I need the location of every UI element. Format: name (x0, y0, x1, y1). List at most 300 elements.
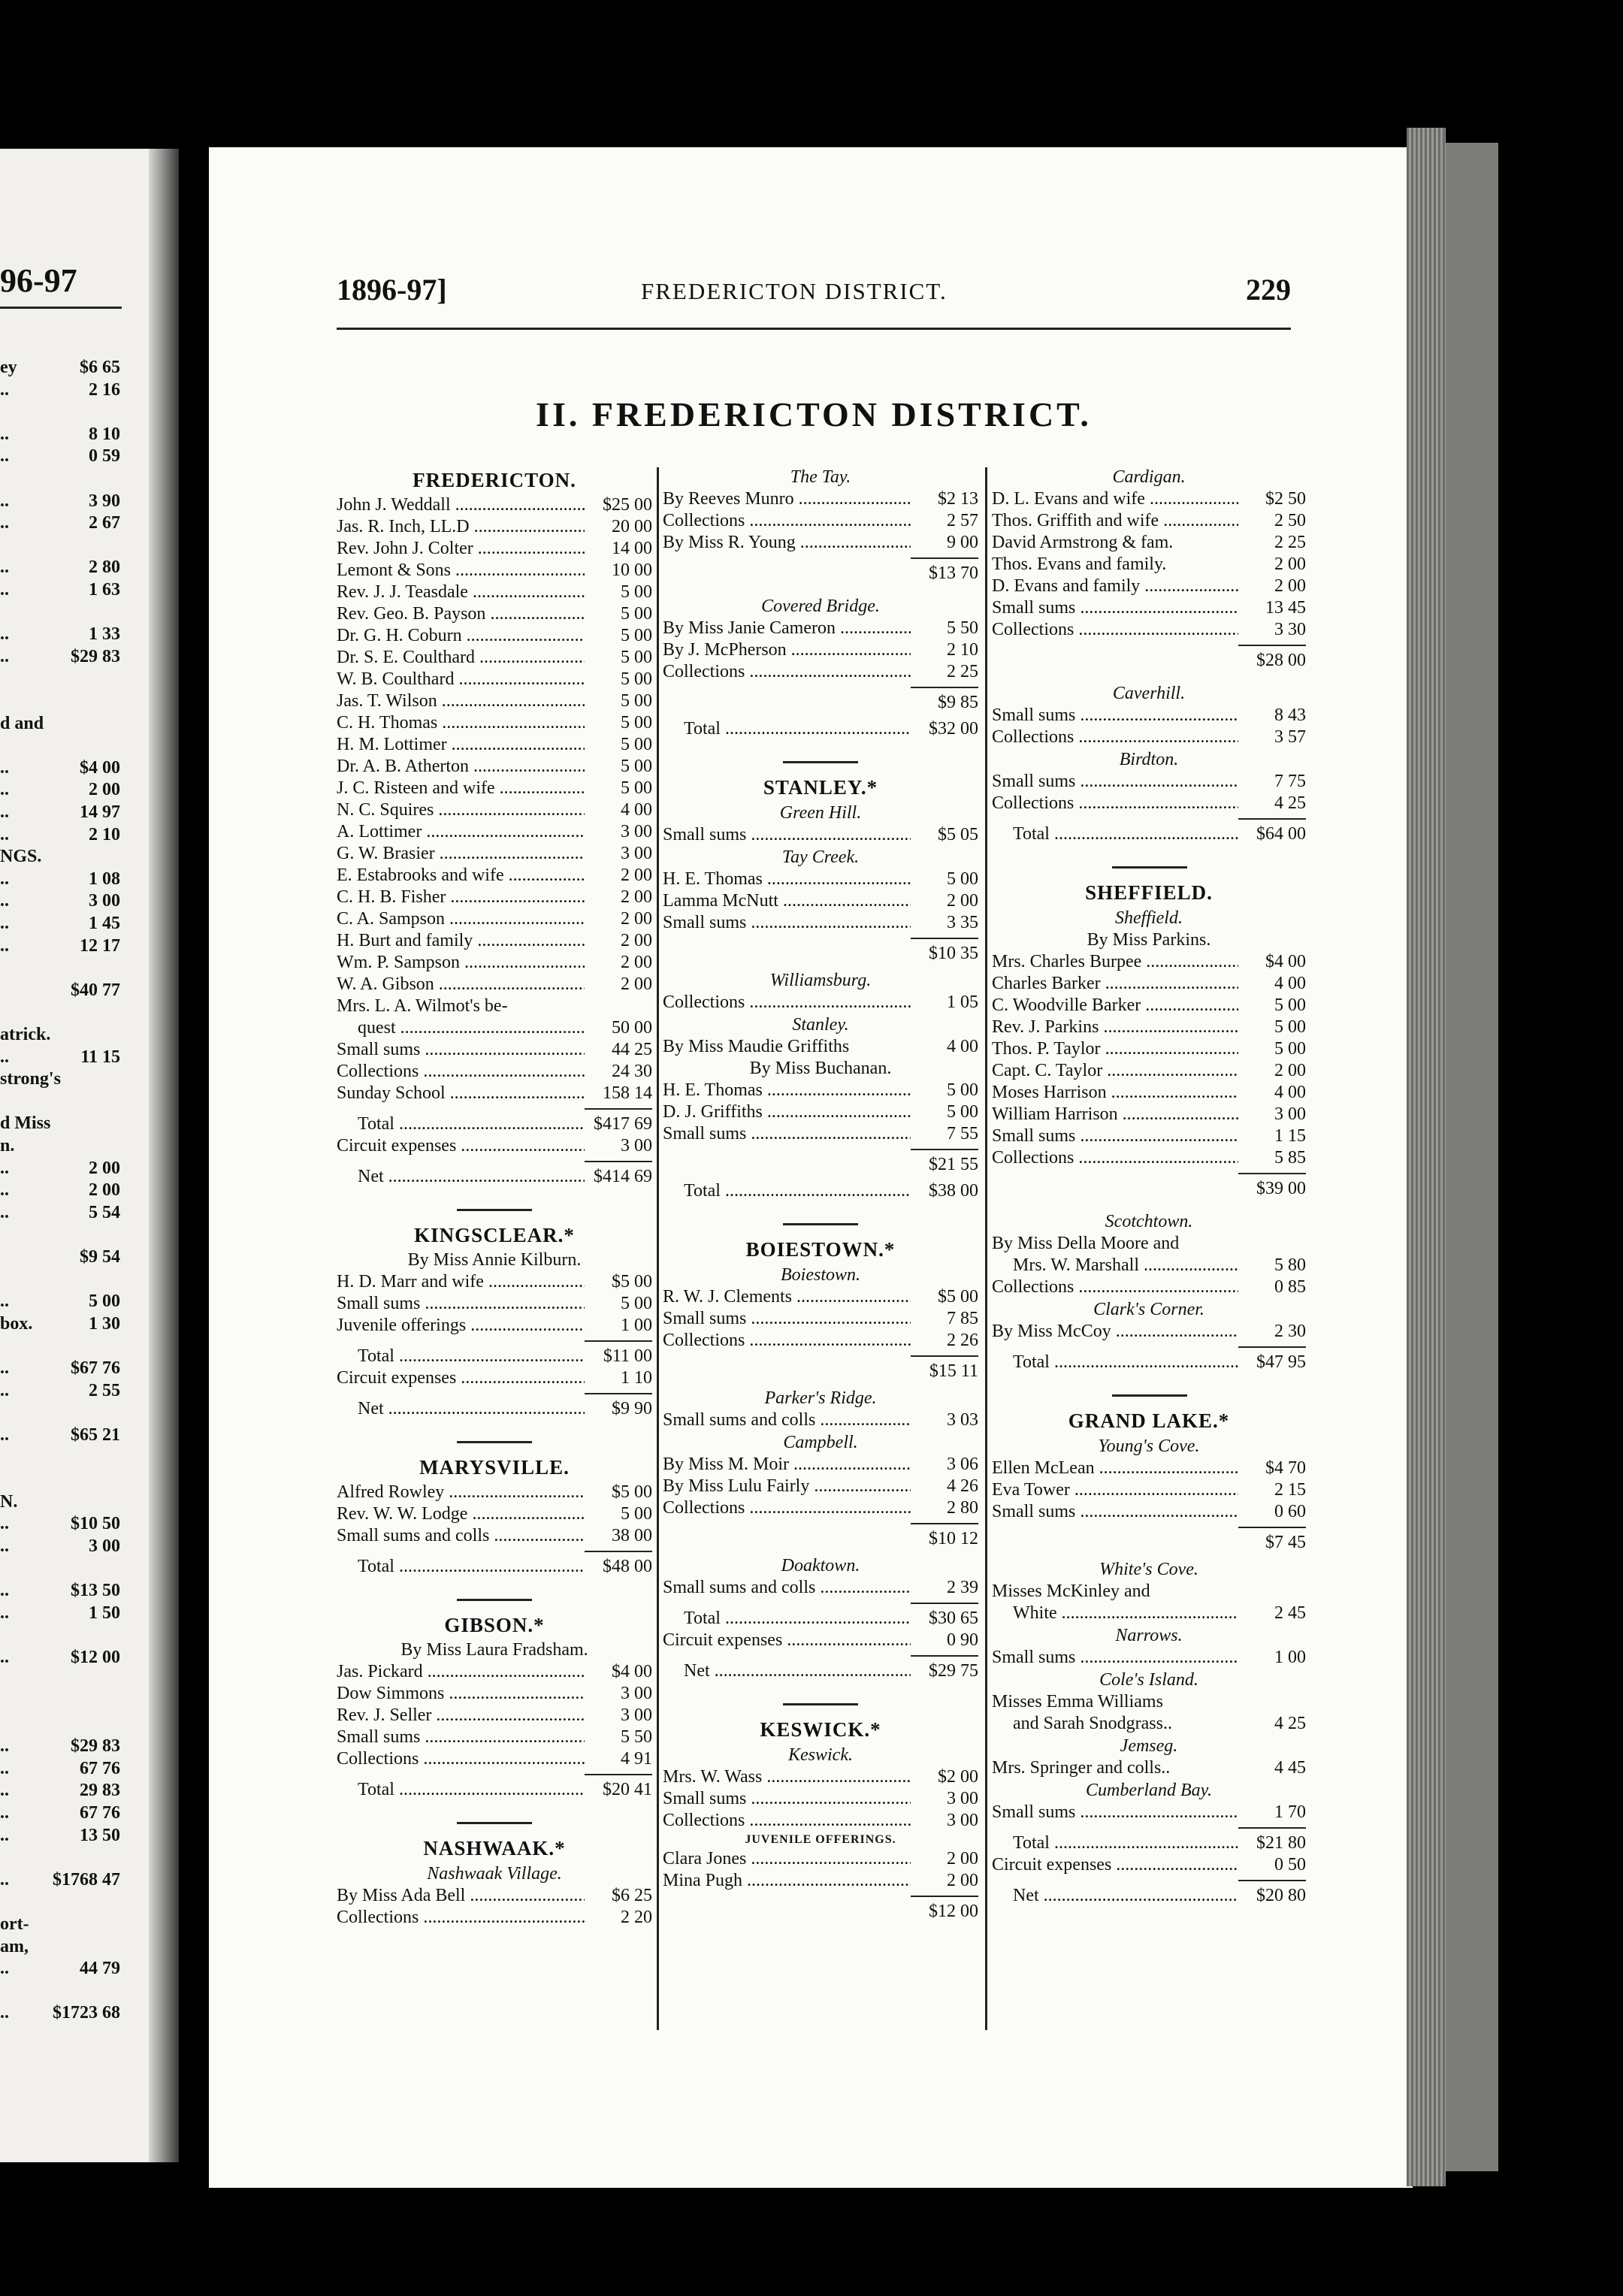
entry-amount (911, 943, 978, 965)
facing-page-line-amount: 1 45 (89, 914, 120, 933)
entry-amount (1238, 619, 1306, 641)
ledger-entry (992, 1082, 1306, 1104)
facing-page-line (0, 1025, 120, 1045)
facing-page-line (0, 380, 120, 400)
ledger-entry (663, 869, 978, 890)
ledger-entry (337, 1556, 652, 1578)
facing-page-line-text: .. (0, 580, 9, 600)
entry-amount (1238, 1276, 1306, 1298)
ledger-entry (337, 778, 652, 799)
entry-amount-value: 1 70 (1272, 1802, 1306, 1822)
locality-heading: White's Cove. (1099, 1560, 1198, 1579)
entry-amount-value: $5 05 (935, 825, 978, 844)
facing-page-line (0, 1759, 120, 1779)
facing-page-line-amount: 11 15 (80, 1047, 120, 1067)
ledger-entry (337, 1398, 652, 1420)
page-number: 229 (1246, 273, 1291, 307)
facing-page-line (0, 1914, 120, 1935)
entry-amount (585, 1083, 652, 1104)
entry-amount (1238, 1832, 1306, 1854)
circuit-heading: SHEFFIELD. (1085, 881, 1213, 904)
ledger-entry (992, 1647, 1306, 1669)
spacer (992, 1373, 1306, 1384)
entry-amount-value: $2 50 (1263, 489, 1306, 509)
entry-amount-value: 5 85 (1272, 1148, 1306, 1168)
entry-amount-value: 2 00 (618, 953, 652, 972)
entry-name: Sunday School ..... (337, 1083, 585, 1104)
ledger-entry (337, 821, 652, 843)
entry-amount (911, 1123, 978, 1145)
entry-name: By Miss McCoy ..... (992, 1321, 1238, 1343)
entry-amount (911, 563, 978, 585)
facing-page-line (0, 446, 120, 467)
facing-page-line (0, 1736, 120, 1757)
sum-rule (663, 1651, 978, 1660)
entry-amount (911, 1810, 978, 1832)
ledger-entry (663, 1528, 978, 1550)
entry-amount-value: 5 00 (944, 869, 978, 889)
sum-rule (663, 1352, 978, 1361)
entry-amount (911, 1036, 978, 1058)
entry-amount-value: 5 00 (618, 691, 652, 711)
entry-amount (1238, 951, 1306, 973)
entry-amount-value: $9 85 (935, 693, 978, 712)
entry-amount (585, 1525, 652, 1547)
locality-heading: Caverhill. (1112, 684, 1186, 703)
entry-name: Lemont & Sons ..... (337, 560, 585, 582)
locality-heading: Narrows. (1115, 1626, 1183, 1645)
spacer (337, 1578, 652, 1588)
facing-page-line-text: N. (0, 1491, 18, 1512)
ledger-entry (992, 951, 1306, 973)
entry-name: Small sums ..... (992, 1125, 1238, 1147)
entry-amount (585, 1482, 652, 1503)
facing-page-line (0, 1047, 120, 1068)
circuit-heading: FREDERICTON. (413, 469, 576, 491)
facing-page-line-amount: 2 16 (89, 379, 120, 400)
entry-amount (585, 712, 652, 734)
entry-amount-value: 5 00 (618, 1294, 652, 1313)
entry-amount-value: 5 00 (618, 778, 652, 798)
facing-page-line (0, 780, 120, 800)
entry-amount-value: $417 69 (591, 1114, 652, 1134)
entry-name: By J. McPherson ..... (663, 639, 911, 661)
facing-page-line (0, 847, 120, 867)
facing-page-line (0, 1536, 120, 1557)
entry-amount-value: $5 00 (935, 1287, 978, 1307)
ledger-entry (337, 1039, 652, 1061)
entry-name: H. M. Lottimer ..... (337, 734, 585, 756)
entry-amount-value: 3 00 (618, 1684, 652, 1703)
entry-name: Small sums ..... (663, 824, 911, 846)
entry-amount (911, 1409, 978, 1431)
ledger-entry (992, 1713, 1306, 1735)
entry-amount (585, 1135, 652, 1157)
entry-amount (1238, 973, 1306, 995)
entry-name: Total ..... (663, 1608, 911, 1630)
ledger-entry (663, 1608, 978, 1630)
facing-page-line-amount: $29 83 (71, 1736, 120, 1757)
entry-name: Small sums ..... (992, 705, 1238, 727)
entry-amount-value: $13 70 (926, 563, 978, 583)
entry-amount-value: 9 00 (944, 533, 978, 552)
facing-page-line-text: .. (0, 1825, 9, 1845)
entry-name: Clara Jones ..... (663, 1848, 911, 1870)
entry-amount-value: 5 50 (944, 618, 978, 638)
entry-amount-value: 3 00 (944, 1789, 978, 1808)
entry-name: By Miss Janie Cameron ..... (663, 618, 911, 639)
facing-page-line (0, 1381, 120, 1401)
ledger-entry (992, 793, 1306, 814)
entry-name: By Miss Ada Bell ..... (337, 1885, 585, 1907)
entry-name: By Miss Lulu Fairly ..... (663, 1476, 911, 1497)
entry-name: Small sums ..... (337, 1293, 585, 1315)
spacer (663, 740, 978, 751)
spacer (663, 1682, 978, 1693)
sum-rule (663, 1145, 978, 1154)
facing-page-line (0, 491, 120, 512)
entry-name: Circuit expenses ..... (663, 1630, 911, 1651)
entry-amount (585, 1779, 652, 1801)
ledger-entry (337, 1135, 652, 1157)
entry-amount (585, 1398, 652, 1420)
ledger-entry (337, 887, 652, 908)
ledger-entry (337, 647, 652, 669)
ledger-entry (992, 1060, 1306, 1082)
entry-amount (1238, 727, 1306, 748)
facing-page-line (0, 802, 120, 823)
ledger-entry (337, 538, 652, 560)
ledger-entry (992, 1147, 1306, 1169)
entry-amount (911, 824, 978, 846)
entry-amount (911, 1361, 978, 1382)
entry-amount-value (1304, 1692, 1306, 1711)
locality-heading: Green Hill. (779, 803, 862, 823)
entry-amount (585, 1556, 652, 1578)
entry-name: Collections ..... (663, 1810, 911, 1832)
entry-amount-value: 4 25 (1272, 793, 1306, 813)
entry-amount (585, 1748, 652, 1770)
entry-amount-value: 2 26 (944, 1331, 978, 1350)
entry-amount-value: 2 80 (944, 1498, 978, 1518)
facing-page-line (0, 714, 120, 734)
entry-amount (585, 538, 652, 560)
ledger-entry (337, 1885, 652, 1907)
entry-amount (585, 560, 652, 582)
entry-amount-value: 8 43 (1272, 705, 1306, 725)
facing-page-line-amount: 5 54 (89, 1202, 120, 1222)
entry-amount (1238, 1352, 1306, 1373)
facing-page-line-amount: 2 00 (89, 1180, 120, 1201)
entry-name: Wm. P. Sampson ..... (337, 952, 585, 974)
entry-amount-value: 1 05 (944, 992, 978, 1012)
ledger-entry (992, 488, 1306, 510)
ledger-entry (663, 1154, 978, 1176)
ledger-entry (337, 952, 652, 974)
ledger-entry (337, 669, 652, 690)
entry-amount-value: 5 00 (1272, 995, 1306, 1015)
entry-amount-value: 5 00 (944, 1080, 978, 1100)
entry-name: quest ..... (337, 1017, 585, 1039)
ledger-entry (663, 563, 978, 585)
entry-amount-value: $21 80 (1254, 1833, 1306, 1853)
locality-heading: Young's Cove. (1098, 1437, 1200, 1456)
entry-name: W. A. Gibson ..... (337, 974, 585, 995)
ledger-entry (337, 1727, 652, 1748)
ledger-entry (663, 510, 978, 532)
entry-name: Small sums ..... (337, 1727, 585, 1748)
entry-name: Net ..... (663, 1660, 911, 1682)
ledger-entry (992, 1885, 1306, 1907)
entry-amount-value: 10 00 (609, 560, 652, 580)
locality-heading: Cole's Island. (1099, 1670, 1198, 1690)
locality-heading: Campbell. (783, 1433, 858, 1452)
ledger-entry (337, 843, 652, 865)
ledger-entry (992, 1017, 1306, 1038)
ledger-entry (337, 603, 652, 625)
facing-page-line (0, 1581, 120, 1601)
entry-amount (585, 1683, 652, 1705)
entry-amount-value: 5 00 (618, 757, 652, 776)
entry-name: C. H. Thomas ..... (337, 712, 585, 734)
ledger-entry (663, 1123, 978, 1145)
sum-rule (992, 1523, 1306, 1532)
facing-page-line-text: NGS. (0, 847, 42, 867)
facing-page-line (0, 936, 120, 956)
entry-name: Dr. G. H. Coburn ..... (337, 625, 585, 647)
entry-name: Collections ..... (992, 619, 1238, 641)
entry-amount-value: $5 00 (609, 1272, 652, 1292)
facing-page-rule (0, 307, 122, 309)
entry-amount (585, 1271, 652, 1293)
ledger-entry (992, 1802, 1306, 1823)
entry-amount-value: 7 75 (1272, 772, 1306, 791)
entry-amount-value: 14 00 (609, 539, 652, 558)
entry-amount (1238, 995, 1306, 1017)
ledger-entry (663, 532, 978, 554)
facing-page-line (0, 1826, 120, 1846)
ledger-entry (992, 1603, 1306, 1624)
facing-page-line-text: .. (0, 1380, 9, 1400)
entry-amount (911, 1788, 978, 1810)
entry-amount-value: 0 50 (1272, 1855, 1306, 1875)
entry-name: W. B. Coulthard ..... (337, 669, 585, 690)
entry-amount-value: $414 69 (591, 1167, 652, 1186)
entry-amount (1238, 1321, 1306, 1343)
entry-amount (1238, 1713, 1306, 1735)
facing-page-line (0, 1203, 120, 1223)
facing-page-line-text: .. (0, 802, 9, 822)
ledger-entry (663, 943, 978, 965)
facing-page-line (0, 1292, 120, 1312)
entry-name: N. C. Squires ..... (337, 799, 585, 821)
ledger-entry (337, 1503, 652, 1525)
entry-amount (911, 1660, 978, 1682)
entry-amount-value: 4 00 (618, 800, 652, 820)
circuit-heading: KINGSCLEAR.* (414, 1224, 575, 1246)
sum-rule (337, 1770, 652, 1779)
entry-amount (911, 1180, 978, 1202)
ledger-entry (663, 912, 978, 934)
ledger-entry (663, 1788, 978, 1810)
entry-amount-value: 2 00 (944, 1849, 978, 1869)
facing-page-line (0, 1781, 120, 1801)
entry-amount (911, 1101, 978, 1123)
facing-page-line (0, 758, 120, 778)
entry-amount-value: 5 00 (944, 1102, 978, 1122)
entry-name: Total ..... (337, 1556, 585, 1578)
entry-amount-value: 3 00 (1272, 1104, 1306, 1124)
entry-amount (585, 734, 652, 756)
entry-name: Small sums ..... (663, 1123, 911, 1145)
entry-amount (1238, 1017, 1306, 1038)
sum-rule (992, 1343, 1306, 1352)
book-cover-edge (1446, 143, 1498, 2171)
section-rule (337, 1198, 652, 1221)
facing-page-line-text: strong's (0, 1069, 61, 1089)
ledger-entry (663, 618, 978, 639)
column-3 (992, 466, 1306, 1907)
entry-name: D. J. Griffiths ..... (663, 1101, 911, 1123)
entry-amount (1238, 488, 1306, 510)
entry-amount (1238, 1479, 1306, 1501)
entry-amount-value: 5 00 (1272, 1039, 1306, 1059)
entry-amount-value: 2 20 (618, 1908, 652, 1927)
facing-page-line (0, 647, 120, 667)
entry-amount-value: 2 00 (1272, 1061, 1306, 1080)
facing-page-line-amount: 29 83 (80, 1781, 120, 1801)
entry-amount (585, 974, 652, 995)
entry-amount-value: $28 00 (1254, 651, 1306, 670)
entry-amount (585, 821, 652, 843)
entry-name: Rev. J. Parkins ..... (992, 1017, 1238, 1038)
ledger-entry (992, 597, 1306, 619)
entry-amount-value: 20 00 (609, 517, 652, 536)
entry-amount-value: 2 00 (618, 887, 652, 907)
entry-amount (585, 756, 652, 778)
column-2 (663, 466, 978, 1923)
entry-amount (911, 692, 978, 714)
facing-page-line-amount: $29 83 (71, 646, 120, 666)
entry-amount (911, 1454, 978, 1476)
entry-name: Collections ..... (992, 793, 1238, 814)
locality-heading: Jemseg. (1120, 1736, 1178, 1756)
facing-page-line-text: .. (0, 1603, 9, 1623)
entry-amount-value: $39 00 (1254, 1179, 1306, 1198)
entry-name: Small sums ..... (663, 1308, 911, 1330)
facing-page-line-amount: 67 76 (80, 1758, 120, 1778)
entry-amount (585, 952, 652, 974)
entry-amount (1238, 1647, 1306, 1669)
facing-page-header: 96-97 (0, 262, 77, 299)
circuit-heading: BOIESTOWN.* (745, 1238, 896, 1261)
facing-page-line-amount: 2 00 (89, 780, 120, 800)
ledger-entry (992, 576, 1306, 597)
collector-line: By Miss Laura Fradsham. (400, 1640, 588, 1660)
facing-page-line (0, 513, 120, 533)
ledger-entry (337, 1346, 652, 1367)
entry-amount-value: 5 80 (1272, 1255, 1306, 1275)
entry-name: H. Burt and family ..... (337, 930, 585, 952)
ledger-entry (992, 650, 1306, 672)
entry-amount (585, 930, 652, 952)
locality-heading: Doaktown. (781, 1556, 860, 1575)
entry-amount (1238, 1581, 1306, 1603)
ledger-entry (337, 1525, 652, 1547)
facing-page-line-amount: 13 50 (80, 1825, 120, 1845)
entry-name: John J. Weddall ..... (337, 494, 585, 516)
entry-amount-value: $4 00 (1263, 952, 1306, 971)
entry-amount (911, 869, 978, 890)
entry-amount-value: 4 00 (1272, 974, 1306, 993)
entry-amount (585, 778, 652, 799)
facing-page-line-amount: $12 00 (71, 1647, 120, 1667)
entry-name: Rev. J. J. Teasdale ..... (337, 582, 585, 603)
entry-name: H. E. Thomas ..... (663, 869, 911, 890)
facing-page-line-text: .. (0, 1536, 9, 1556)
entry-amount-value: 24 30 (609, 1062, 652, 1081)
ledger-entry (992, 1233, 1306, 1255)
entry-amount-value: 13 45 (1263, 598, 1306, 618)
ledger-entry (992, 823, 1306, 845)
sum-rule (992, 1823, 1306, 1832)
ledger-entry (992, 510, 1306, 532)
entry-name: Total ..... (663, 718, 911, 740)
book-gutter (149, 149, 179, 2162)
facing-page-line-amount: 12 17 (80, 935, 120, 956)
entry-name: Rev. Geo. B. Payson ..... (337, 603, 585, 625)
entry-amount-value: 0 85 (1272, 1277, 1306, 1297)
ledger-entry (992, 1501, 1306, 1523)
facing-page-line-text: .. (0, 1047, 9, 1067)
ledger-entry (663, 718, 978, 740)
sum-rule (663, 1892, 978, 1901)
entry-amount (1238, 1532, 1306, 1554)
entry-name: Collections ..... (337, 1061, 585, 1083)
entry-name: Total ..... (337, 1779, 585, 1801)
entry-amount-value: 3 00 (618, 822, 652, 841)
spacer (337, 1188, 652, 1198)
facing-page-line-text: .. (0, 1358, 9, 1378)
ledger-entry (337, 690, 652, 712)
entry-name: Mina Pugh ..... (663, 1870, 911, 1892)
entry-name: By Miss M. Moir ..... (663, 1454, 911, 1476)
entry-amount (1238, 1757, 1306, 1779)
entry-amount-value: 2 30 (1272, 1322, 1306, 1341)
ledger-entry (663, 1361, 978, 1382)
ledger-entry (663, 1308, 978, 1330)
entry-amount (585, 887, 652, 908)
entry-amount-value: 4 25 (1272, 1714, 1306, 1733)
locality-heading: The Tay. (790, 467, 851, 487)
entry-name: Small sums ..... (992, 1802, 1238, 1823)
circuit-heading: KESWICK.* (760, 1718, 881, 1741)
entry-amount (585, 1503, 652, 1525)
entry-name: Circuit expenses ..... (337, 1135, 585, 1157)
ledger-entry (663, 1630, 978, 1651)
entry-amount (585, 1039, 652, 1061)
entry-name: Thos. Griffith and wife ..... (992, 510, 1238, 532)
facing-page-line-text: .. (0, 646, 9, 666)
ledger-entry (663, 1660, 978, 1682)
ledger-entry (992, 532, 1306, 554)
ledger-entry (663, 1476, 978, 1497)
facing-page-line-text: .. (0, 1202, 9, 1222)
ledger-entry (663, 1454, 978, 1476)
entry-name: Total ..... (337, 1346, 585, 1367)
facing-page-line (0, 1159, 120, 1179)
entry-name: Small sums ..... (992, 1647, 1238, 1669)
